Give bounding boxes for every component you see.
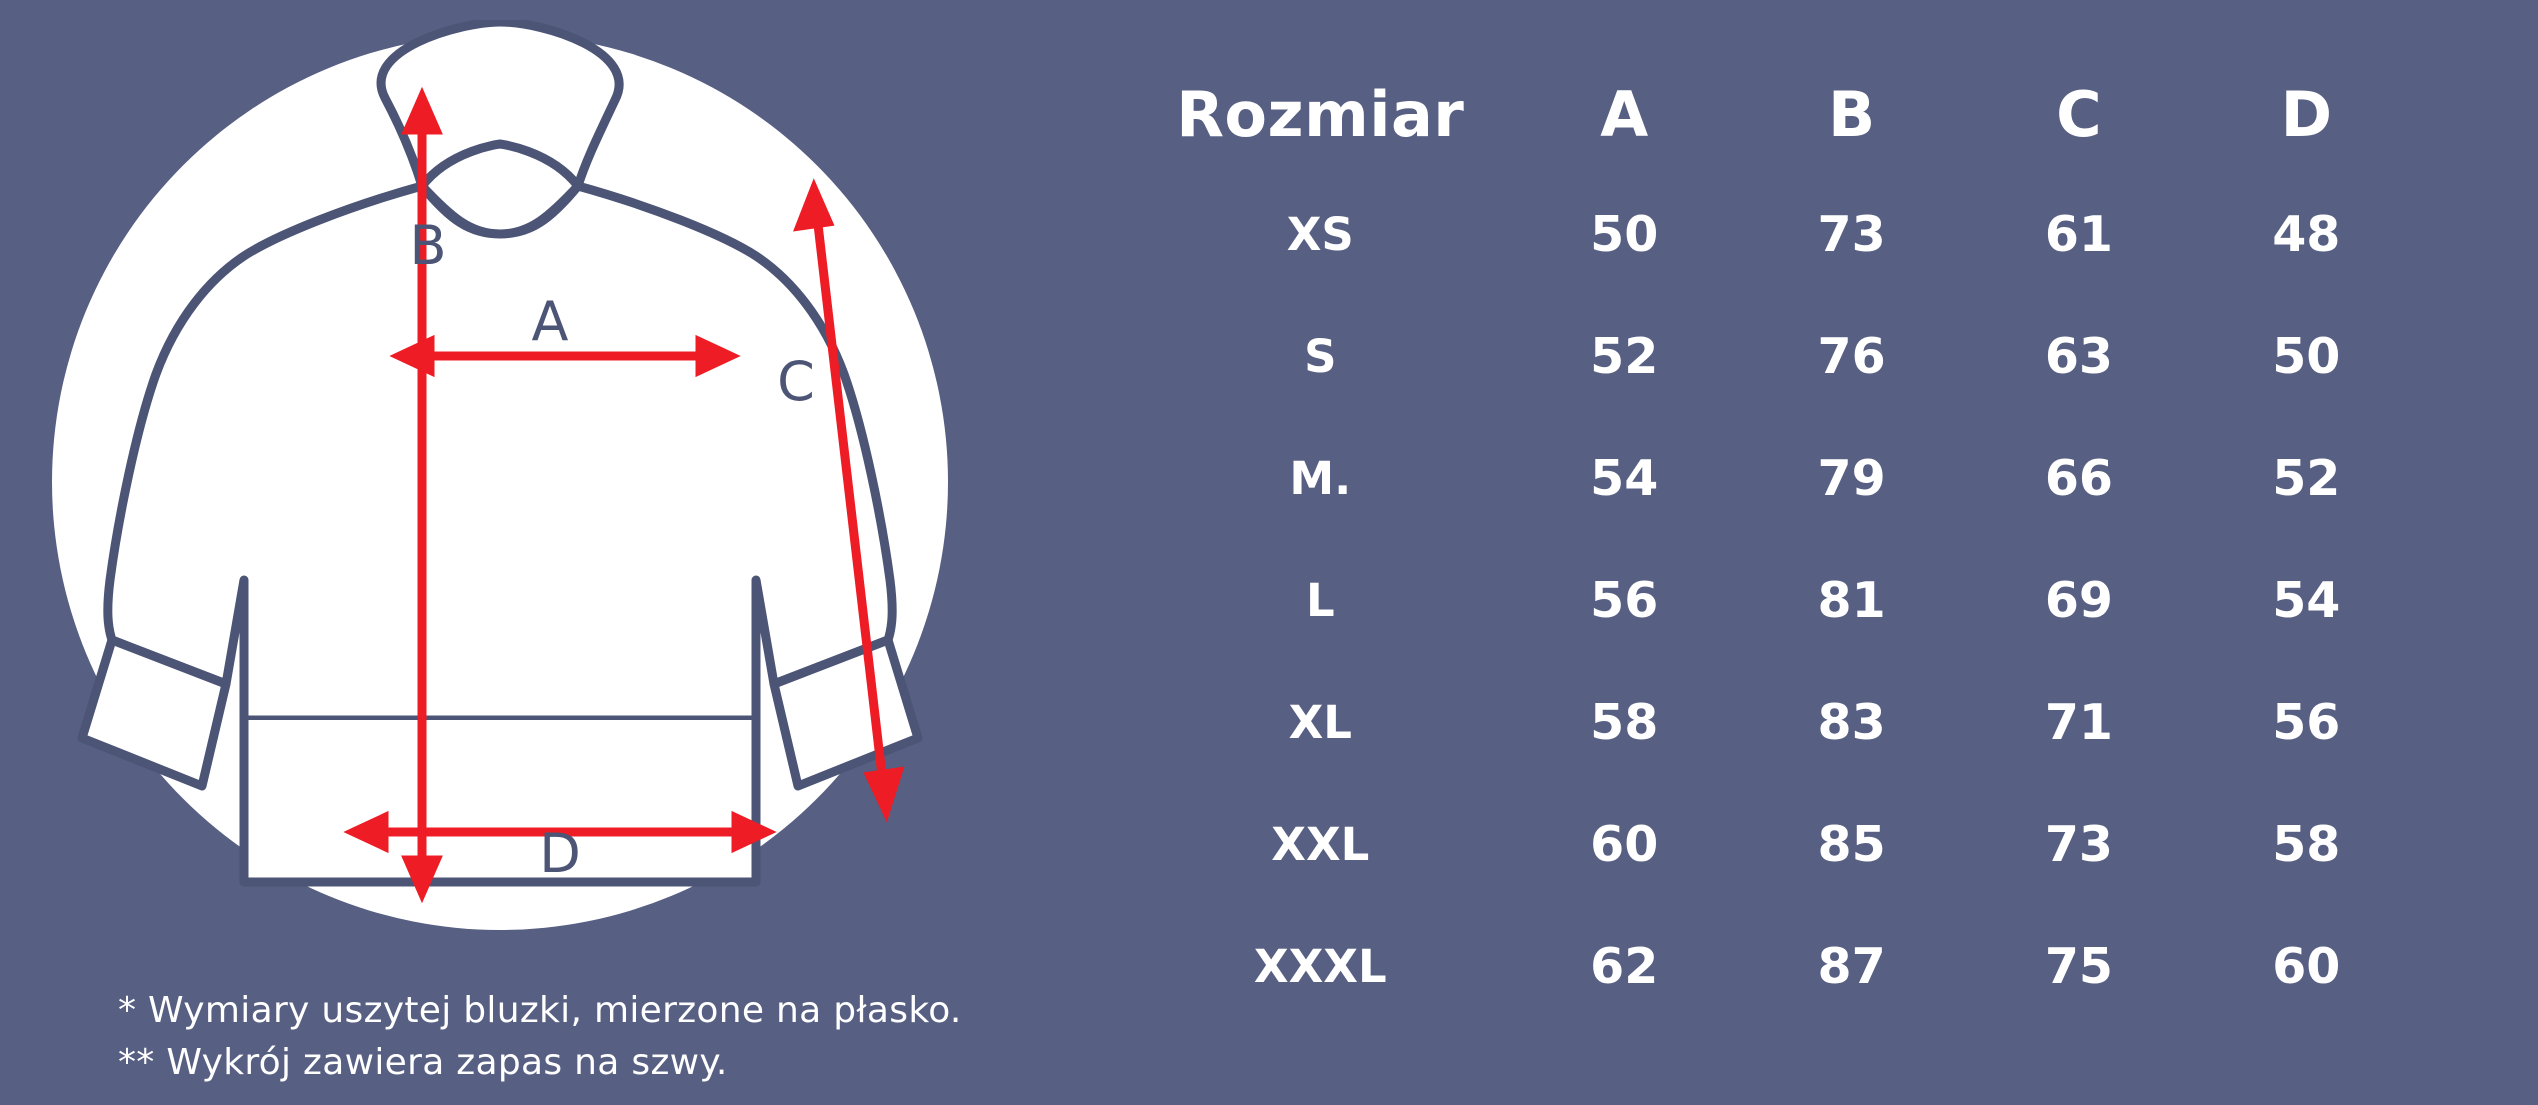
cell-c: 71 (2044, 693, 2114, 751)
footnotes (118, 985, 1058, 1089)
cell-c: 73 (2044, 815, 2114, 873)
label-b: B (409, 214, 447, 277)
table-row (1130, 783, 2420, 905)
table-row (1130, 295, 2420, 417)
header-d: D (2280, 77, 2333, 151)
cell-b: 79 (1817, 449, 1886, 507)
header-c: C (2056, 77, 2102, 151)
table-header-row (1130, 55, 2420, 173)
cell-b: 76 (1817, 327, 1886, 385)
label-c: C (777, 350, 815, 413)
illustration-panel (0, 0, 1100, 1105)
cell-d: 54 (2272, 571, 2341, 629)
table-body (1130, 173, 2420, 1027)
cell-d: 60 (2272, 937, 2341, 995)
arrow-c-head-bottom (870, 772, 898, 810)
label-a: A (531, 290, 569, 353)
cell-size: XS (1286, 207, 1354, 261)
cell-a: 58 (1590, 693, 1659, 751)
cell-a: 50 (1590, 205, 1659, 263)
hoodie-measurement-diagram (30, 20, 1030, 970)
cell-d: 58 (2272, 815, 2341, 873)
cell-b: 83 (1817, 693, 1886, 751)
cell-a: 56 (1590, 571, 1659, 629)
cell-size: L (1305, 573, 1335, 627)
cell-d: 50 (2272, 327, 2341, 385)
size-table (1130, 55, 2420, 1027)
header-a: A (1600, 77, 1649, 151)
cell-size: XXL (1271, 817, 1370, 871)
cell-c: 63 (2044, 327, 2114, 385)
table-row (1130, 905, 2420, 1027)
label-d: D (539, 822, 581, 885)
table-row (1130, 661, 2420, 783)
cell-c: 75 (2044, 937, 2114, 995)
size-table-wrap (1130, 55, 2420, 1027)
footnote-2: ** Wykrój zawiera zapas na szwy. (118, 1042, 728, 1083)
cell-c: 66 (2044, 449, 2114, 507)
cell-c: 61 (2044, 205, 2114, 263)
footnote-1: * Wymiary uszytej bluzki, mierzone na płasko. (118, 990, 962, 1031)
cell-d: 52 (2272, 449, 2341, 507)
cell-size: XL (1288, 695, 1352, 749)
cell-b: 85 (1817, 815, 1886, 873)
cell-a: 60 (1590, 815, 1659, 873)
cell-d: 56 (2272, 693, 2341, 751)
cell-d: 48 (2272, 205, 2341, 263)
table-row (1130, 539, 2420, 661)
cell-size: M. (1289, 451, 1352, 505)
cell-b: 73 (1817, 205, 1886, 263)
header-b: B (1827, 77, 1876, 151)
cell-a: 54 (1590, 449, 1659, 507)
cell-b: 87 (1817, 937, 1886, 995)
table-head (1130, 55, 2420, 173)
table-row (1130, 417, 2420, 539)
table-row (1130, 173, 2420, 295)
cell-size: S (1304, 329, 1337, 383)
cell-a: 62 (1590, 937, 1659, 995)
cell-c: 69 (2044, 571, 2114, 629)
header-size: Rozmiar (1176, 77, 1465, 151)
cell-b: 81 (1817, 571, 1886, 629)
cell-size: XXXL (1253, 939, 1387, 993)
cell-a: 52 (1590, 327, 1659, 385)
